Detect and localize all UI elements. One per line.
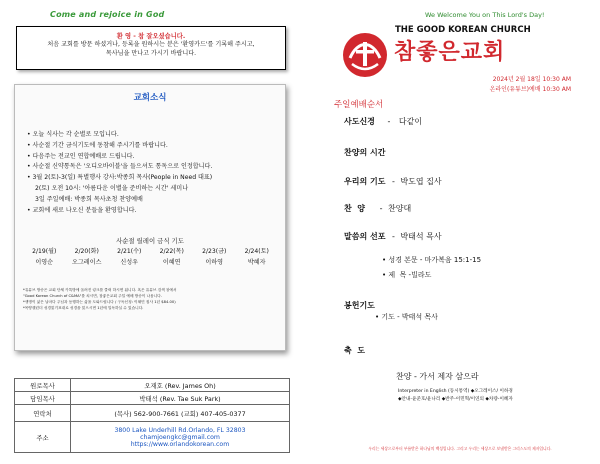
fasting-name: 이하영 xyxy=(205,259,224,266)
news-list xyxy=(27,130,283,216)
fasting-name: 이영순 xyxy=(35,259,54,266)
order-label: 봉헌기도 xyxy=(344,301,375,310)
closing-song: 찬양 - 가서 제자 삼으라 xyxy=(396,372,479,381)
fasting-date: 2/21(수) xyxy=(117,248,142,255)
fasting-dates-row xyxy=(23,246,278,255)
welcome-banner: We Welcome You on This Lord's Day! xyxy=(425,11,545,19)
order-value: 박도엽 집사 xyxy=(400,177,442,186)
service-order-title: 주일예배순서 xyxy=(334,100,384,110)
order-label: 사도신경 xyxy=(344,117,375,126)
church-news-box xyxy=(14,84,286,351)
fasting-date: 2/20(화) xyxy=(74,248,99,255)
fasting-date: 2/19(월) xyxy=(32,248,57,255)
note-line: *유튜브 방송은 교회 단체 카톡방에 올려진 링크를 클릭 하시면 됩니다. 혹은 유튜브 검색 창에서 xyxy=(23,288,177,292)
service-date: 2024년 2월 18일 10:30 AM xyxy=(492,76,571,83)
news-item: • 사순절 기간 금식기도에 동참해 주시기를 바랍니다. xyxy=(27,141,283,152)
table-row xyxy=(15,405,290,422)
address-key: 주소 xyxy=(15,422,71,453)
fasting-relay-title: 사순절 릴레이 금식 기도 xyxy=(116,237,184,245)
fasting-name: 이혜연 xyxy=(162,259,181,266)
welcome-line: 처음 교회를 방문 하셨거나, 등록을 원하시는 분은 '환영카드'를 기록해 주시고, xyxy=(47,41,255,48)
order-item xyxy=(344,203,411,214)
fasting-date: 2/23(금) xyxy=(202,248,227,255)
footer-mission: 우리는 세상으로부터 부름받은 하나님의 백성입니다. 그리고 우리는 세상으로 보냄받은 그리스도의 제자입니다. xyxy=(368,446,552,451)
table-row xyxy=(15,379,290,392)
staff-value: 오재호 (Rev. James Oh) xyxy=(71,379,290,392)
address-value xyxy=(71,422,290,453)
news-item: 3일 주일예배: 박종희 목사초청 찬양예배 xyxy=(35,195,143,203)
order-item xyxy=(344,147,385,158)
note-line: *생명이 삶은 날마다 주님과 동행하는 삶을 도와드립니다 / 구독신청: 이채민 집사 1년 $84.00) xyxy=(23,300,176,304)
news-item: • 3월 2(토)-3(일) 특별행사 강사:박종희 목사(People in Need 대표) xyxy=(27,173,283,184)
order-label: 말씀의 선포 xyxy=(344,232,386,241)
church-name-english: THE GOOD KOREAN CHURCH xyxy=(395,25,531,35)
order-sep: - xyxy=(379,204,383,213)
staff-key: 담임목사 xyxy=(15,392,71,405)
staff-table xyxy=(14,378,290,453)
staff-key: 연락처 xyxy=(15,405,71,422)
notes xyxy=(23,287,281,311)
order-value: 찬양대 xyxy=(388,204,412,213)
sermon-title: • 제 목 -빌라도 xyxy=(382,271,432,279)
email-link[interactable]: chamjoengkc@gmail.com xyxy=(140,433,220,441)
church-name-korean: 참좋은교회 xyxy=(394,40,506,65)
address-line: 3800 Lake Underhill Rd.Orlando, FL 32803 xyxy=(114,426,246,434)
volunteer-line: ◆안내-윤준호/윤나리 ◆반주-이민혁/이연의 ◆차량-이혜자 xyxy=(398,397,513,402)
table-row xyxy=(15,422,290,453)
order-item xyxy=(344,345,365,356)
staff-value: (목사) 562-900-7661 (교회) 407-405-0377 xyxy=(71,405,290,422)
order-value: 박태석 목사 xyxy=(400,232,442,241)
interpreter-line: Interpreter in English (동시통역) ◆오그레이스/ 이하경 xyxy=(398,389,513,394)
order-label: 축 도 xyxy=(344,346,366,355)
order-label: 찬 양 xyxy=(344,204,366,213)
note-line: "Good Korean Church of C&MA"를 치시면, 참좋은교회 주일 예배 방송이 나옵니다. xyxy=(23,294,162,298)
table-row xyxy=(15,392,290,405)
welcome-title: 환 영 - 참 잘오셨습니다. xyxy=(116,33,186,40)
fasting-name: 신성우 xyxy=(120,259,139,266)
sermon-text: • 성경 본문 - 마가복음 15:1-15 xyxy=(382,256,482,264)
news-title: 교회소식 xyxy=(133,93,167,103)
fasting-date: 2/22(목) xyxy=(159,248,184,255)
volunteers xyxy=(398,388,573,404)
order-sep: - xyxy=(391,177,395,186)
welcome-line: 목사님을 만나고 가시기 바랍니다. xyxy=(105,50,197,57)
news-item: • 다음주는 전교인 연합예배로 드립니다. xyxy=(27,152,283,163)
news-item: • 교회에 새로 나오신 분들을 환영합니다. xyxy=(27,206,283,217)
fasting-names-row xyxy=(23,257,278,266)
order-sep: - xyxy=(391,232,395,241)
order-item xyxy=(344,116,422,127)
news-item: • 오늘 식사는 각 순별로 모입니다. xyxy=(27,130,283,141)
fasting-name: 오그레이스 xyxy=(72,259,102,266)
fasting-date: 2/24(토) xyxy=(244,248,269,255)
order-sep: - xyxy=(387,117,391,126)
welcome-box xyxy=(16,26,286,70)
website-link[interactable]: https://www.orlandokorean.com xyxy=(130,440,230,448)
news-item: 2(토) 오전 10시: '아름다운 이별을 준비하는 시간' 세미나 xyxy=(35,184,189,192)
note-line: *목양캘린더 성경읽기표대로 성경을 읽으시면 1년에 일독하실 수 있습니다. xyxy=(23,306,144,310)
church-logo xyxy=(340,30,390,80)
news-item: • 사순절 신약통독은 '오디오바이블'을 들으셔도 통독으로 인정합니다. xyxy=(27,162,283,173)
order-value: 다같이 xyxy=(398,117,423,126)
staff-key: 원로목사 xyxy=(15,379,71,392)
order-item xyxy=(344,176,442,187)
order-label: 찬양의 시간 xyxy=(344,148,386,157)
staff-value: 박태석 (Rev. Tae Suk Park) xyxy=(71,392,290,405)
online-service-time: 온라인(유튜브)예배 10:30 AM xyxy=(489,86,571,93)
motto: Come and rejoice in God xyxy=(50,10,165,19)
order-item xyxy=(344,231,442,242)
fasting-name: 박혜자 xyxy=(247,259,266,266)
order-item xyxy=(344,300,375,311)
order-label: 우리의 기도 xyxy=(344,177,386,186)
offering-prayer: • 기도 - 박태석 목사 xyxy=(375,313,438,321)
